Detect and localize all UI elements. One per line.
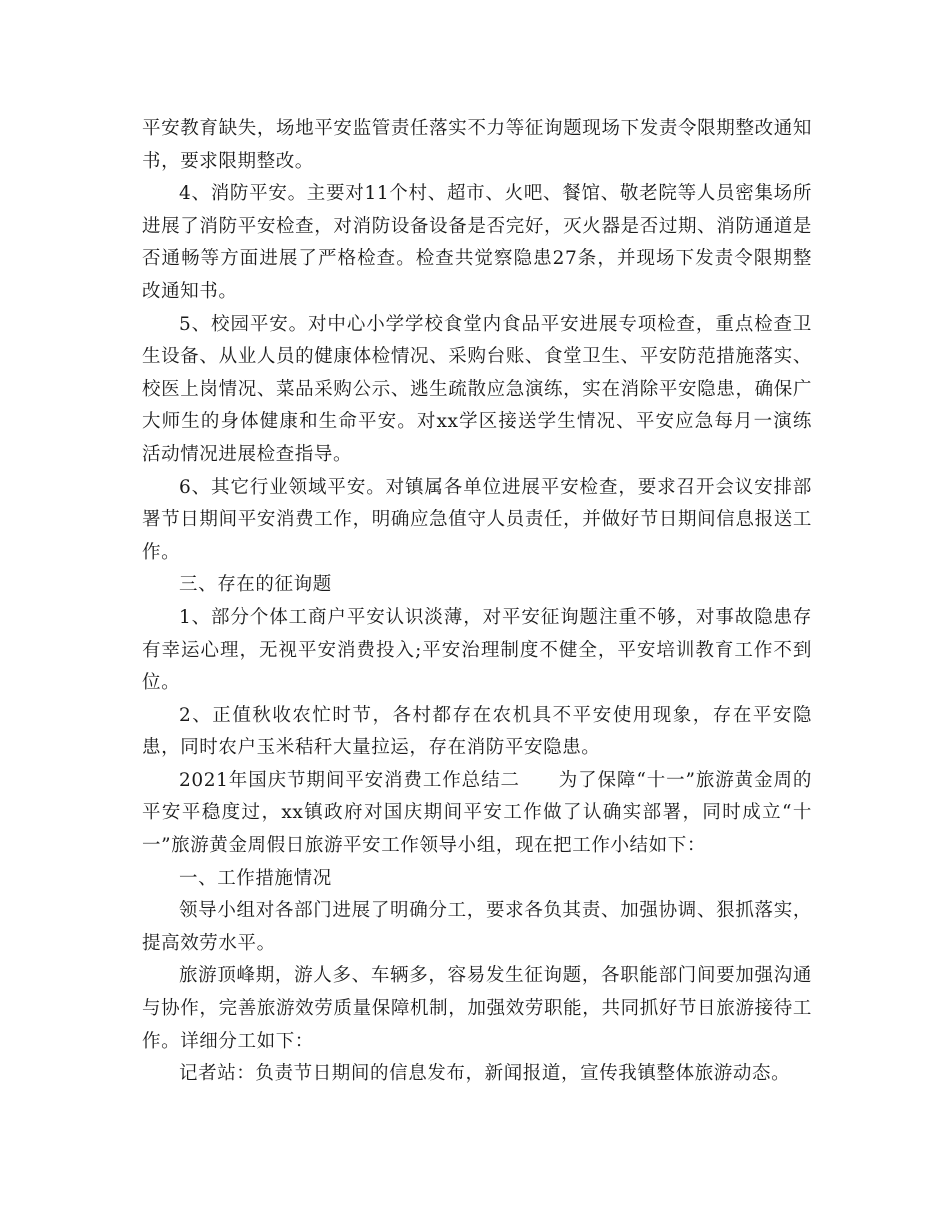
paragraph-8: 领导小组对各部门进展了明确分工，要求各负其责、加强协调、狠抓落实，提高效劳水平。 [142,900,812,954]
section-heading-issues: 三、存在的征询题 [179,574,332,596]
paragraph-6: 2、正值秋收农忙时节，各村都存在农机具不平安使用现象，存在平安隐患，同时农户玉米秸秆大量拉运，存在消防平安隐患。 [142,704,812,759]
paragraph-4: 6、其它行业领域平安。对镇属各单位进展平安检查，要求召开会议安排部署节日期间平安消费工作，明确应急值守人员责任，并做好节日期间信息报送工作。 [142,476,812,563]
paragraph-10: 记者站：负责节日期间的信息发布，新闻报道，宣传我镇整体旅游动态。 [179,1063,791,1085]
paragraph-2: 4、消防平安。主要对11个村、超市、火吧、餐馆、敬老院等人员密集场所进展了消防平安检查，对消防设备设备是否完好，灭火器是否过期、消防通道是否通畅等方面进展了严格检查。检查共觉察隐患27条，并现场下发责令限期整改通知书。 [142,183,812,302]
section-heading-measures: 一、工作措施情况 [179,867,332,889]
paragraph-1: 平安教育缺失，场地平安监管责任落实不力等征询题现场下发责令限期整改通知书，要求限期整改。 [142,118,812,172]
paragraph-5: 1、部分个体工商户平安认识淡薄，对平安征询题注重不够，对事故隐患存有幸运心理，无视平安消费投入;平安治理制度不健全，平安培训教育工作不到位。 [142,606,812,694]
paragraph-3: 5、校园平安。对中心小学学校食堂内食品平安进展专项检查，重点检查卫生设备、从业人员的健康体检情况、采购台账、食堂卫生、平安防范措施落实、校医上岗情况、菜品采购公示、逃生疏散应急演练，实在消除平安隐患，确保广大师生的身体健康和生命平安。对xx学区接送学生情况、平安应急每月一演练活动情况进展检查指导。 [142,313,812,465]
document-body [142,113,812,1091]
paragraph-7: 2021年国庆节期间平安消费工作总结二 为了保障“十一”旅游黄金周的平安平稳度过，xx镇政府对国庆期间平安工作做了认确实部署，同时成立“十一”旅游黄金周假日旅游平安工作领导小组，现在把工作小结如下： [142,769,812,857]
paragraph-9: 旅游顶峰期，游人多、车辆多，容易发生征询题，各职能部门间要加强沟通与协作，完善旅游效劳质量保障机制，加强效劳职能，共同抓好节日旅游接待工作。详细分工如下： [142,965,812,1052]
